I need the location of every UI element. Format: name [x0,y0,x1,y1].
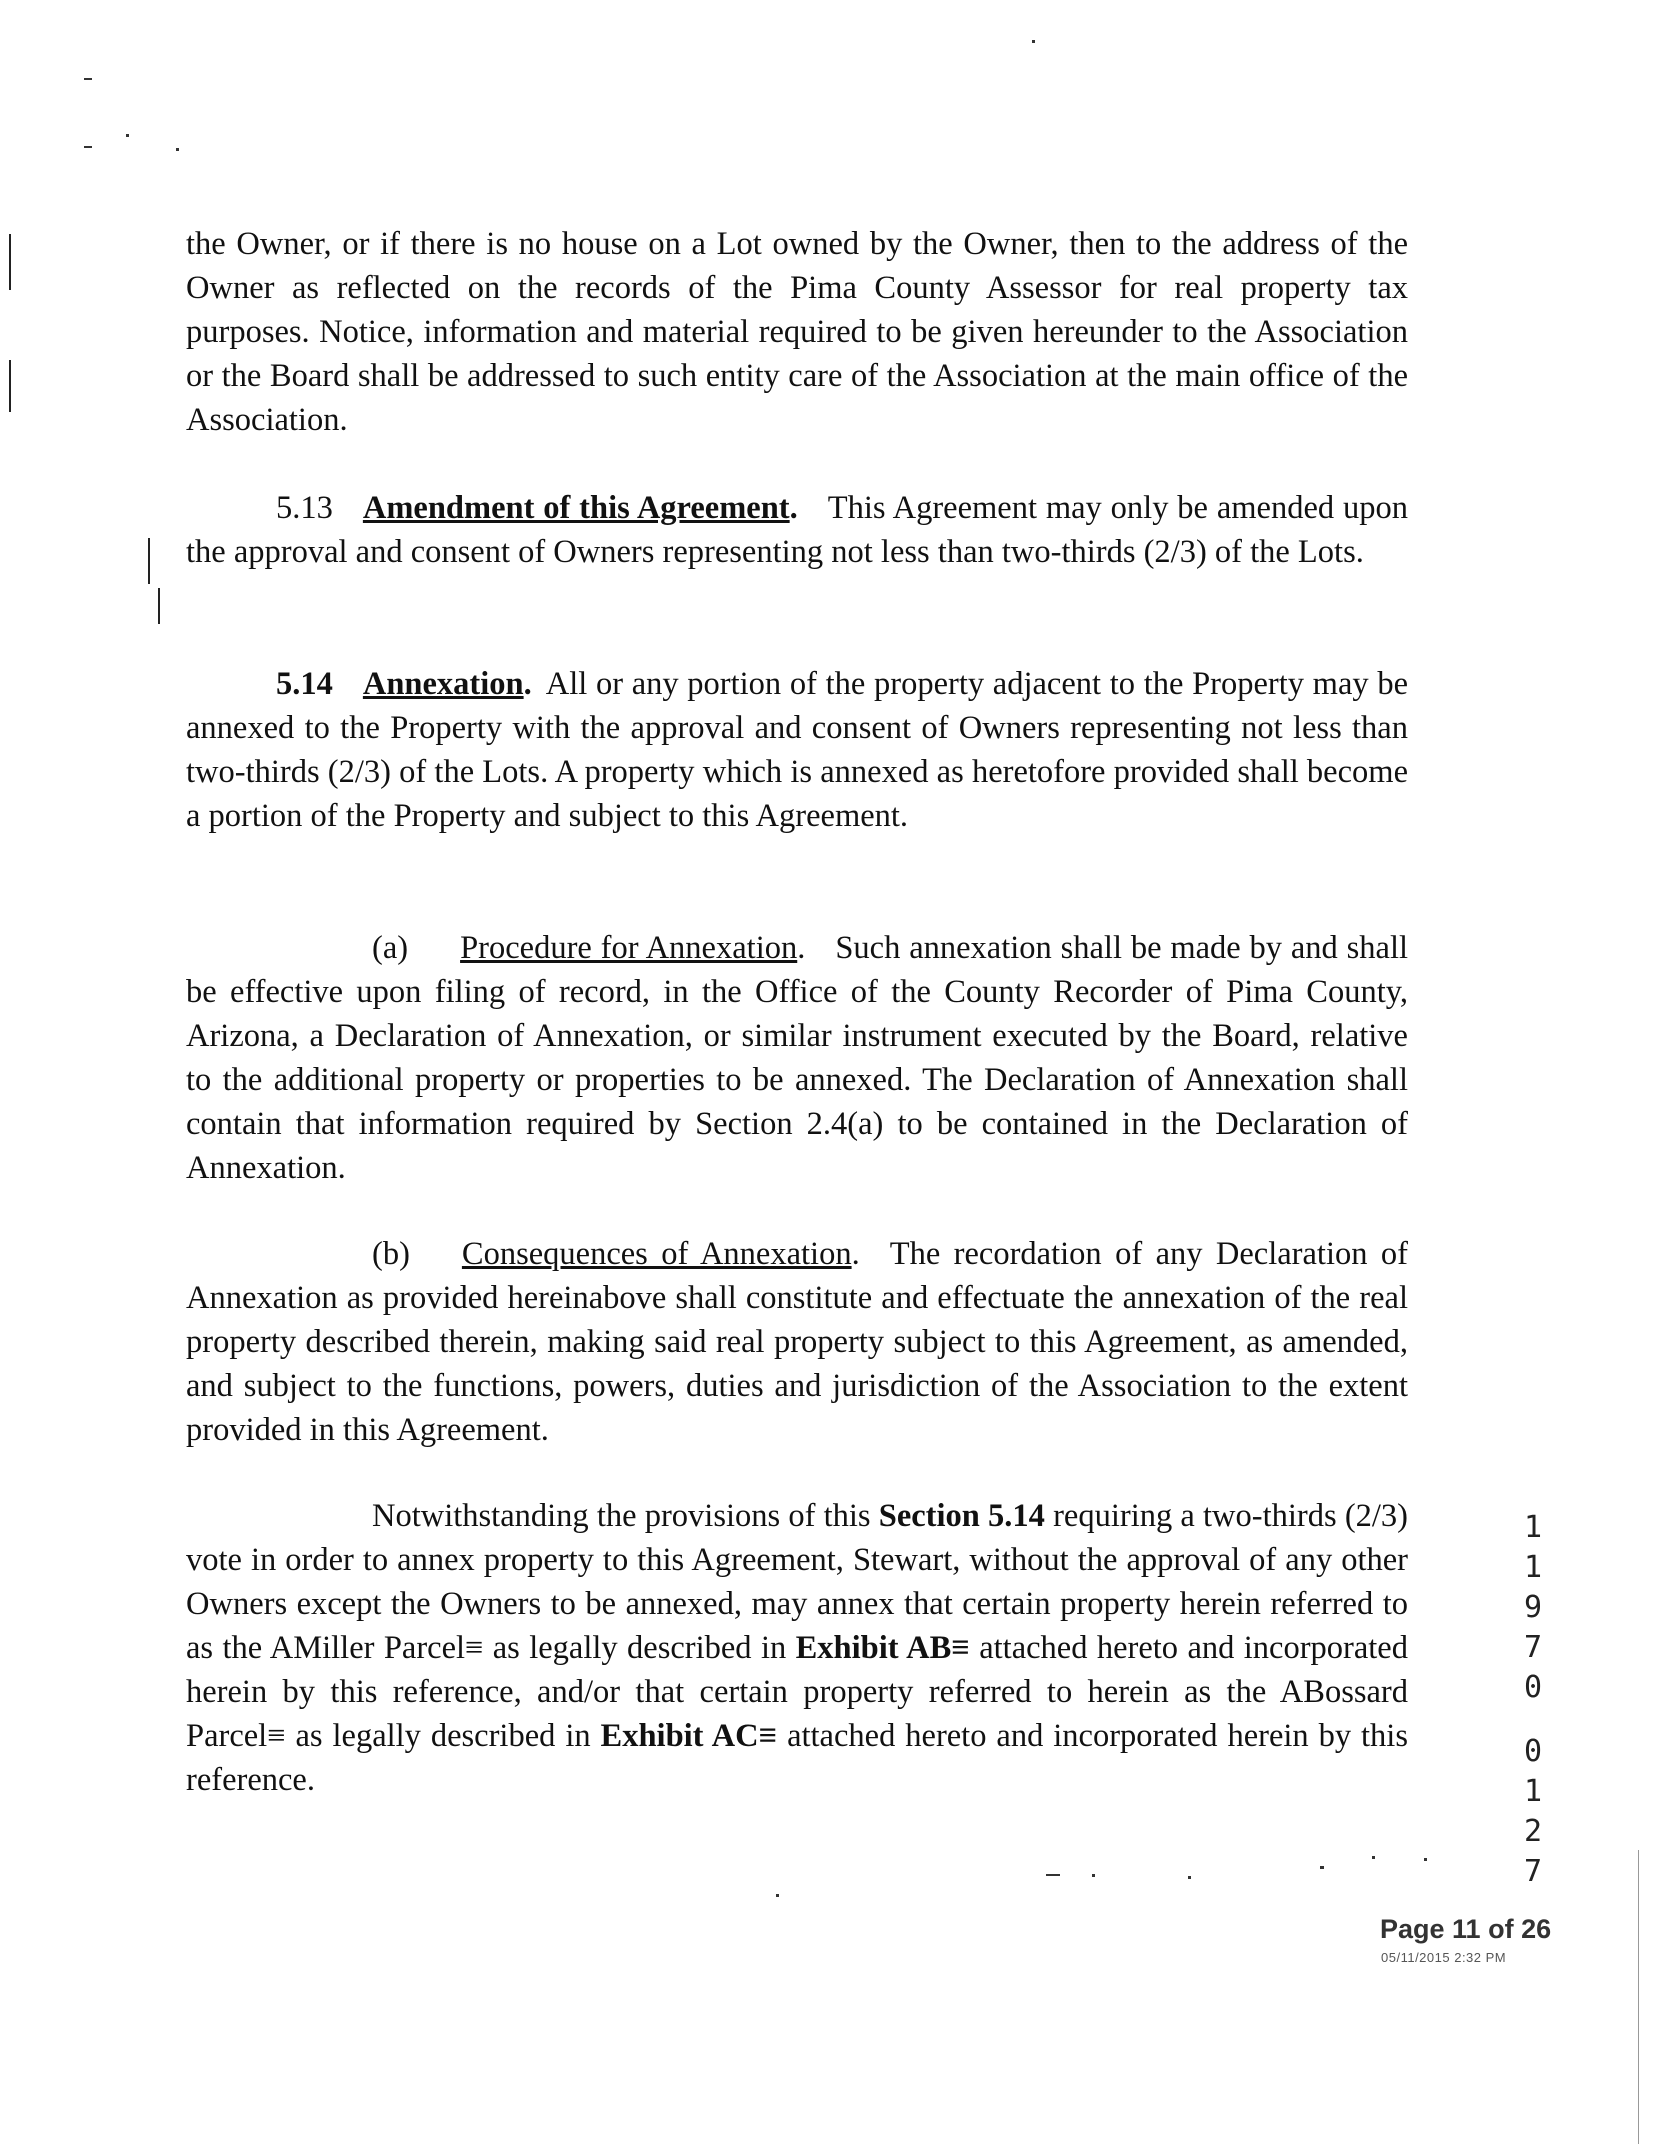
scan-speck [1032,40,1035,43]
section-number: 5.13 [276,490,333,526]
section-heading: Annexation [362,666,524,702]
scan-speck [1372,1856,1375,1859]
subsection-label: (b) [372,1236,410,1272]
change-bar [9,234,11,290]
scan-speck [126,134,129,137]
subsection-heading: Consequences of Annexation [461,1236,852,1272]
change-bar [158,588,160,624]
page-number: Page 11 of 26 [1380,1914,1552,1944]
scan-edge-line [1638,1850,1639,2144]
section-text: All or any portion of the property adjacent to the Property may be annexed to the Property with the approval and consent of Owners representing not less than two-thirds (2/3) of the Lots. A property which is annexed as heretofore provided shall become a portion of the Property and subject to this Agreement. [186,666,1408,834]
scan-speck [84,146,92,148]
continued-paragraph: the Owner, or if there is no house on a Lot owned by the Owner, then to the address of the Owner as reflected on the records of the Pima County Assessor for real property tax purposes. Notice, information and material required to be given hereunder to the Association or the Board shall be addressed to such entity care of the Association at the main office of the Association. [186,226,1408,438]
scan-speck [1320,1866,1324,1869]
body-text [186,222,1408,442]
subsection-a: (a) Procedure for Annexation. Such annexation shall be made by and shall be effective upon filing of record, in the Office of the County Recorder of Pima County, Arizona, a Declaration of Annexation, or similar instrument executed by the Board, relative to the additional property or properties to be annexed. The Declaration of Annexation shall contain that information required by Section 2.4(a) to be contained in the Declaration of Annexation. [186,930,1409,1186]
change-bar [148,538,150,584]
scan-speck [1188,1876,1191,1879]
section-text: This Agreement may only be amended upon the approval and consent of Owners representing not less than two-thirds (2/3) of the Lots. [186,490,1408,570]
scan-speck [84,78,92,80]
scan-speck [176,148,179,151]
exhibit-reference: Exhibit AC≡ [600,1718,778,1754]
section-number: 5.14 [276,666,333,702]
exhibit-reference: Exhibit AB≡ [795,1630,970,1666]
scan-speck [776,1894,779,1897]
section-5-14: 5.14 Annexation. All or any portion of the property adjacent to the Property may be annexed to the Property with the approval and consent of Owners representing not less than two-thirds (2/3) of the Lots. A property which is annexed as heretofore provided shall become a portion of the Property and subject to this Agreement. [186,666,1408,834]
subsection-heading: Procedure for Annexation [460,930,798,966]
subsection-text: Such annexation shall be made by and shall be effective upon filing of record, in the Office of the County Recorder of Pima County, Arizona, a Declaration of Annexation, or similar instrument executed by the Board, relative to the additional property or properties to be annexed. The Declaration of Annexation shall contain that information required by Section 2.4(a) to be contained in the Declaration of Annexation. [186,930,1409,1186]
scan-speck [1424,1858,1427,1861]
change-bar [9,360,11,412]
subsection-label: (a) [372,930,409,966]
notwithstanding-paragraph: Notwithstanding the provisions of this Section 5.14 requiring a two-thirds (2/3) vote in order to annex property to this Agreement, Stewart, without the approval of any other Owners except the Owners to be annexed, may annex that certain property herein referred to as the AMiller Parcel≡ as legally described in Exhibit AB≡ attached hereto and incorporated herein by this reference, and/or that certain property referred to herein as the ABossard Parcel≡ as legally described in Exhibit AC≡ attached hereto and incorporated herein by this reference. [186,1498,1408,1798]
subsection-text: The recordation of any Declaration of Annexation as provided hereinabove shall constitute and effectuate the annexation of the real property described therein, making said real property subject to this Agreement, as amended, and subject to the functions, powers, duties and jurisdiction of the Association to the extent provided in this Agreement. [186,1236,1408,1448]
scan-speck [1092,1874,1095,1877]
scan-speck [1046,1874,1060,1876]
section-5-13: 5.13 Amendment of this Agreement. This Agreement may only be amended upon the approval and consent of Owners representing not less than two-thirds (2/3) of the Lots. [186,490,1408,570]
section-reference: Section 5.14 [878,1498,1045,1534]
section-heading: Amendment of this Agreement [362,490,790,526]
subsection-b: (b) Consequences of Annexation. The recordation of any Declaration of Annexation as provided hereinabove shall constitute and effectuate the annexation of the real property described therein, making said real property subject to this Agreement, as amended, and subject to the functions, powers, duties and jurisdiction of the Association to the extent provided in this Agreement. [186,1236,1408,1448]
recording-number: 1 1 9 7 0 0 1 2 7 [1523,1510,1543,1889]
print-timestamp: 05/11/2015 2:32 PM [1381,1950,1507,1965]
